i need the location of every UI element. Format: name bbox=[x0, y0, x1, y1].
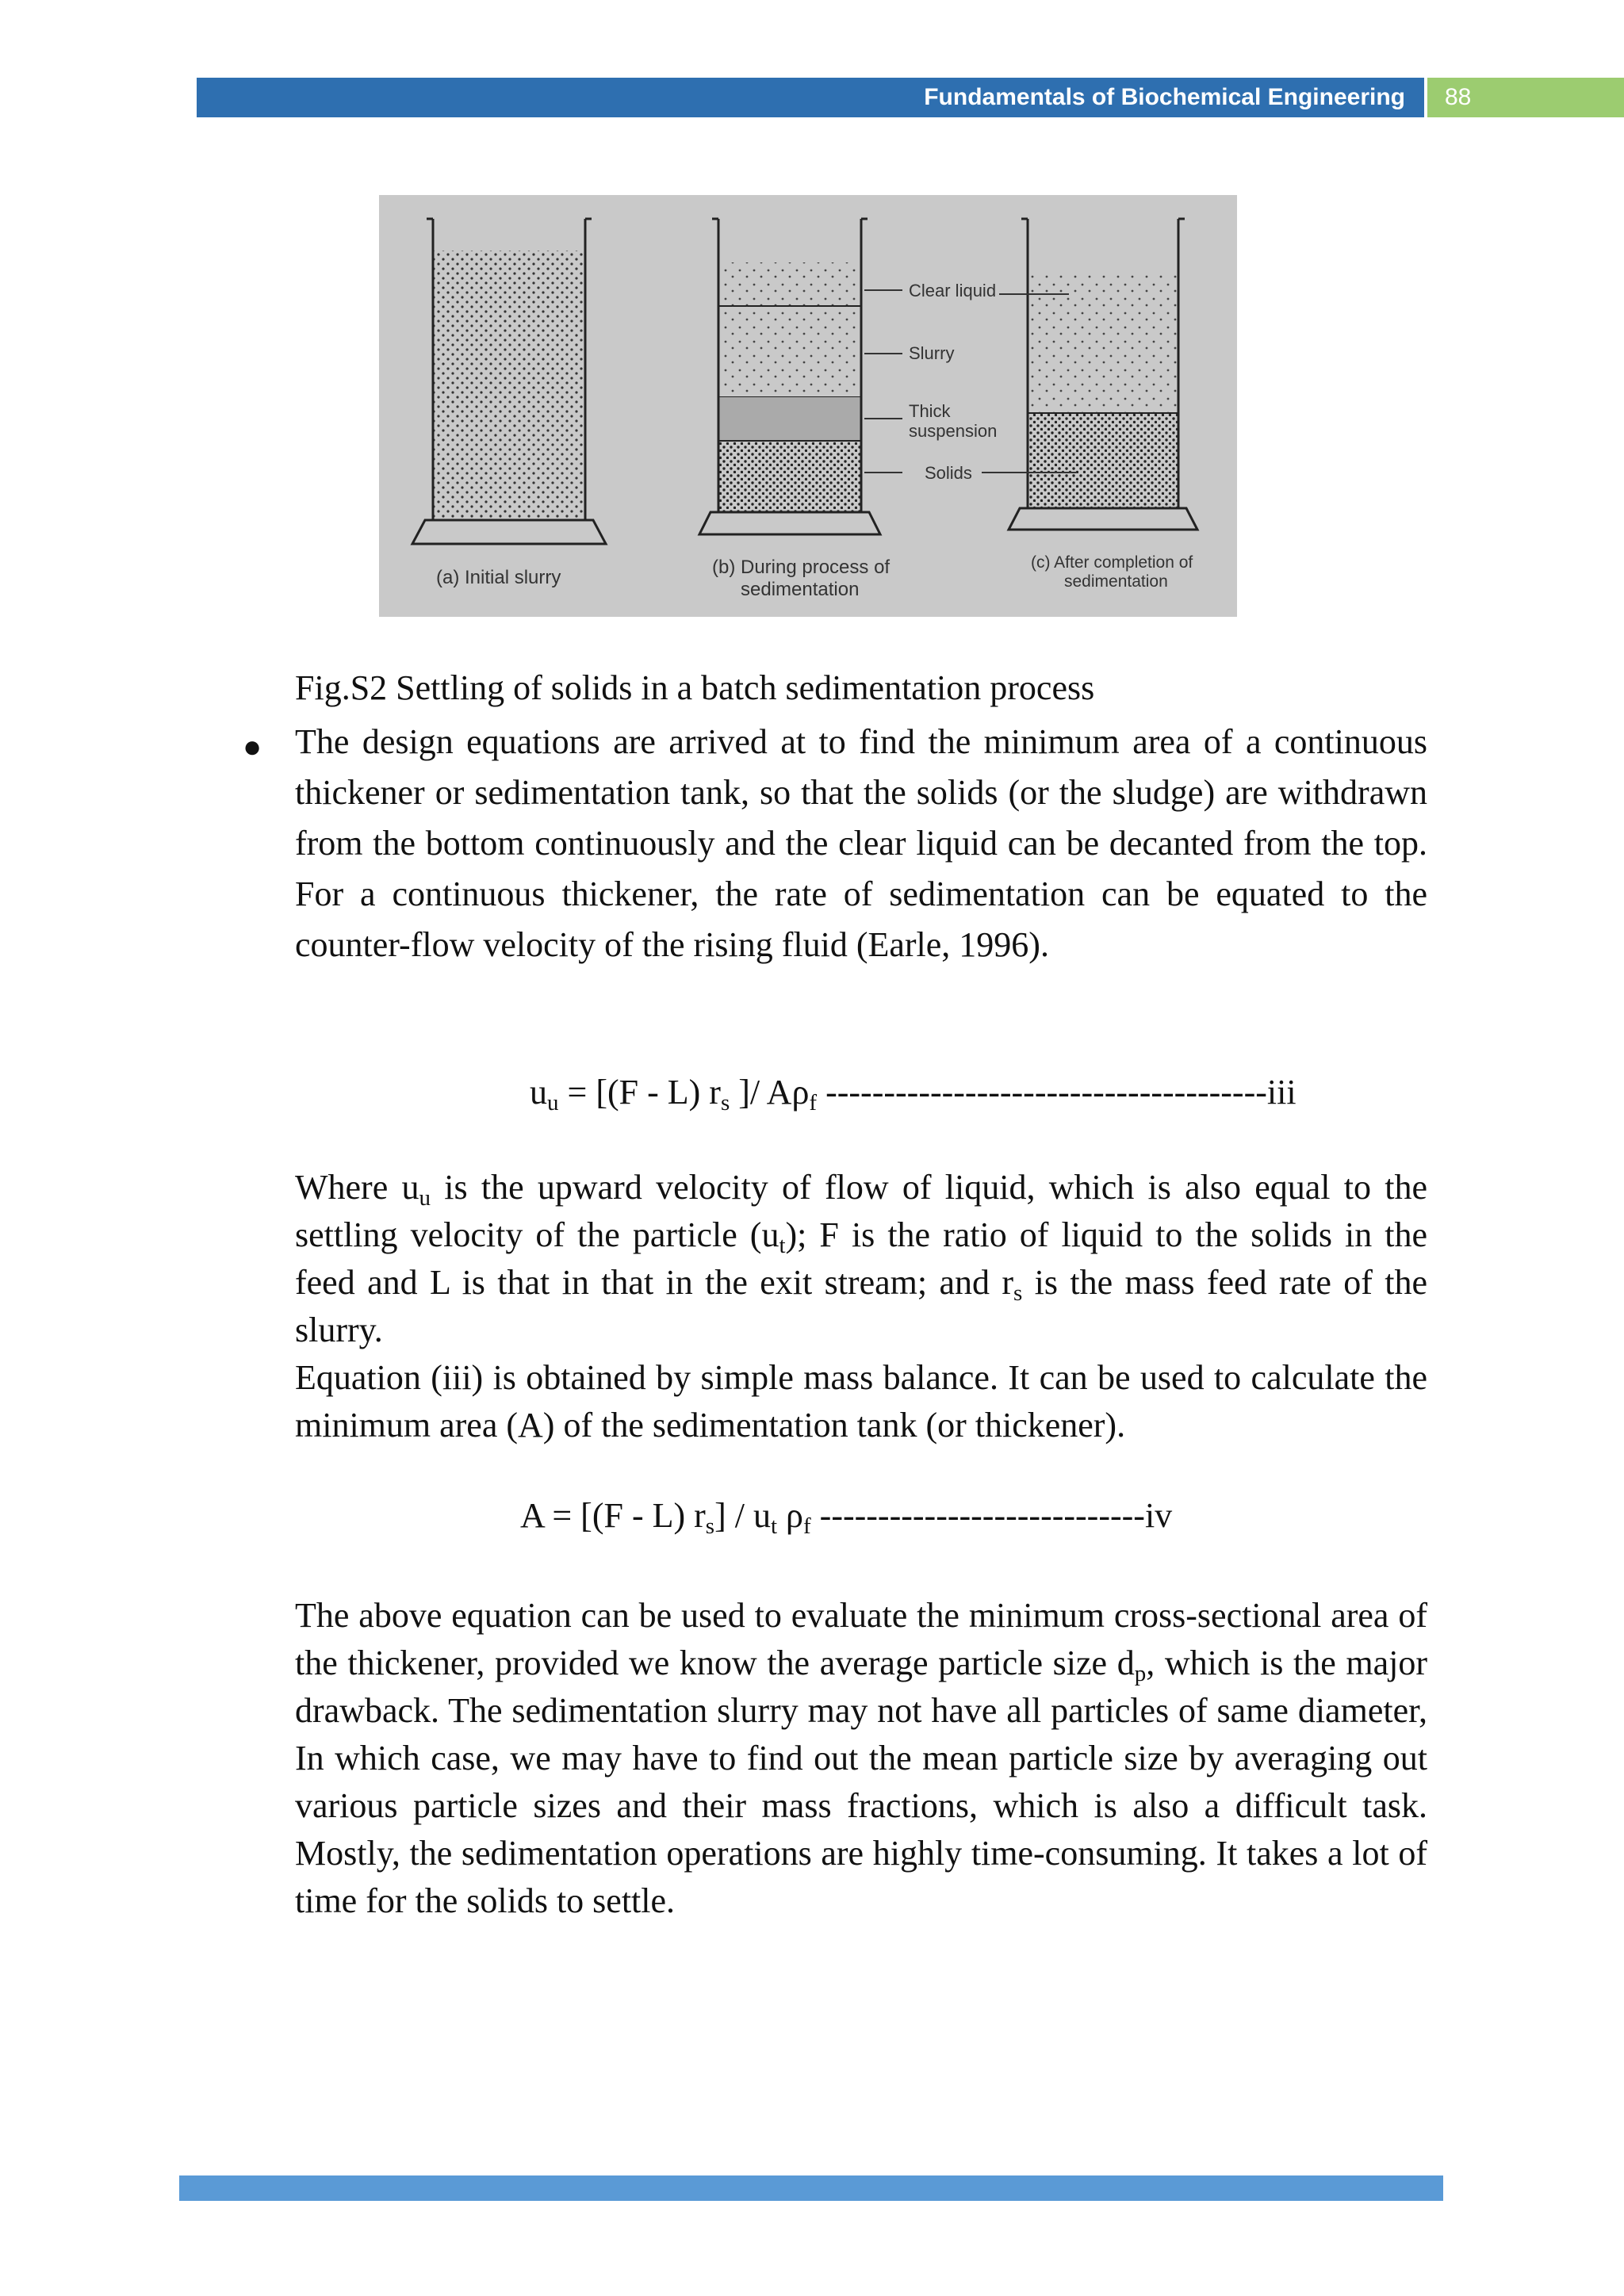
panel-a-label: (a) Initial slurry bbox=[436, 567, 561, 588]
cylinder-c bbox=[1009, 219, 1197, 530]
para4-t1: The above equation can be used to evaluate the minimum cross-sectional area of the thickener, provided we know the average particle size d bbox=[295, 1596, 1427, 1682]
label-thick: Thick bbox=[909, 401, 951, 421]
panel-c-label-1: (c) After completion of bbox=[1031, 553, 1193, 572]
para4-s1: p bbox=[1134, 1661, 1147, 1686]
eq4-t2: ] / u bbox=[714, 1496, 771, 1535]
eq3-lhs-sub: u bbox=[547, 1090, 559, 1115]
eq4-s1: s bbox=[705, 1513, 715, 1539]
cylinder-a bbox=[412, 219, 606, 544]
eq4-s2: t bbox=[770, 1513, 778, 1539]
paragraph-drawback bbox=[295, 1592, 1427, 1925]
panel-b-label-1: (b) During process of bbox=[712, 557, 891, 578]
para4-t2: , which is the major drawback. The sedimentation slurry may not have all particles of same diameter, In which case, we may have to find out the mean particle size by averaging out various particle sizes and their mass fractions, which is also a difficult task. Mostly, the sedimentation operations are highly time-consuming. It takes a lot of time for the solids to settle. bbox=[295, 1644, 1427, 1920]
label-clear-liquid: Clear liquid bbox=[909, 281, 997, 300]
bullet-icon: ● bbox=[243, 729, 262, 764]
panel-b-label-2: sedimentation bbox=[741, 579, 860, 600]
eq4-tail: ----------------------------iv bbox=[810, 1496, 1173, 1535]
panel-c-label-2: sedimentation bbox=[1064, 572, 1168, 591]
header-bar bbox=[197, 78, 1424, 117]
figure-caption: Fig.S2 Settling of solids in a batch sedimentation process bbox=[295, 668, 1095, 707]
para2-s2: t bbox=[779, 1233, 786, 1258]
eq3-mid2: ]/ Aρ bbox=[730, 1073, 810, 1112]
label-suspension: suspension bbox=[909, 421, 998, 441]
header-title: Fundamentals of Biochemical Engineering bbox=[924, 84, 1405, 110]
para2-s1: u bbox=[419, 1185, 431, 1211]
footer-bar bbox=[179, 2175, 1443, 2201]
para2-t3: ); F is the ratio of liquid to the solids in the feed and L is that in that in the exit stream; and r bbox=[295, 1215, 1427, 1302]
eq4-t3: ρ bbox=[777, 1496, 803, 1535]
para2-t4: is the mass feed rate of the slurry. bbox=[295, 1263, 1427, 1349]
sedimentation-diagram bbox=[379, 195, 1237, 617]
cylinder-b bbox=[699, 219, 880, 534]
eq3-end-sub: f bbox=[809, 1090, 818, 1115]
label-solids: Solids bbox=[925, 463, 972, 483]
label-slurry: Slurry bbox=[909, 343, 955, 363]
equation-iv bbox=[520, 1495, 1173, 1539]
para2-t1: Where u bbox=[295, 1168, 419, 1207]
para2-s3: s bbox=[1013, 1280, 1023, 1306]
eq3-mid-sub: s bbox=[720, 1090, 730, 1115]
eq4-t1: A = [(F - L) r bbox=[520, 1496, 706, 1535]
page-number: 88 bbox=[1427, 78, 1624, 117]
eq4-s3: f bbox=[803, 1513, 811, 1539]
paragraph-where bbox=[295, 1164, 1427, 1354]
paragraph-intro: The design equations are arrived at to find the minimum area of a continuous thickener or sedimentation tank, so that the solids (or the sludge) are withdrawn from the bottom continuously and the clear liquid can be decanted from the top. For a continuous thickener, the rate of sedimentation can be equated to the counter-flow velocity of the rising fluid (Earle, 1996). bbox=[295, 722, 1427, 964]
para2-t2: is the upward velocity of flow of liquid, which is also equal to the settling velocity of the particle (u bbox=[295, 1168, 1427, 1254]
eq3-lhs: u bbox=[530, 1073, 547, 1112]
sedimentation-figure bbox=[379, 195, 1237, 617]
paragraph-equation-iii: Equation (iii) is obtained by simple mass balance. It can be used to calculate the minimum area (A) of the sedimentation tank (or thickener). bbox=[295, 1358, 1427, 1445]
equation-iii bbox=[530, 1072, 1297, 1115]
eq3-mid1: = [(F - L) r bbox=[558, 1073, 721, 1112]
eq3-tail: --------------------------------------iii bbox=[817, 1073, 1297, 1112]
